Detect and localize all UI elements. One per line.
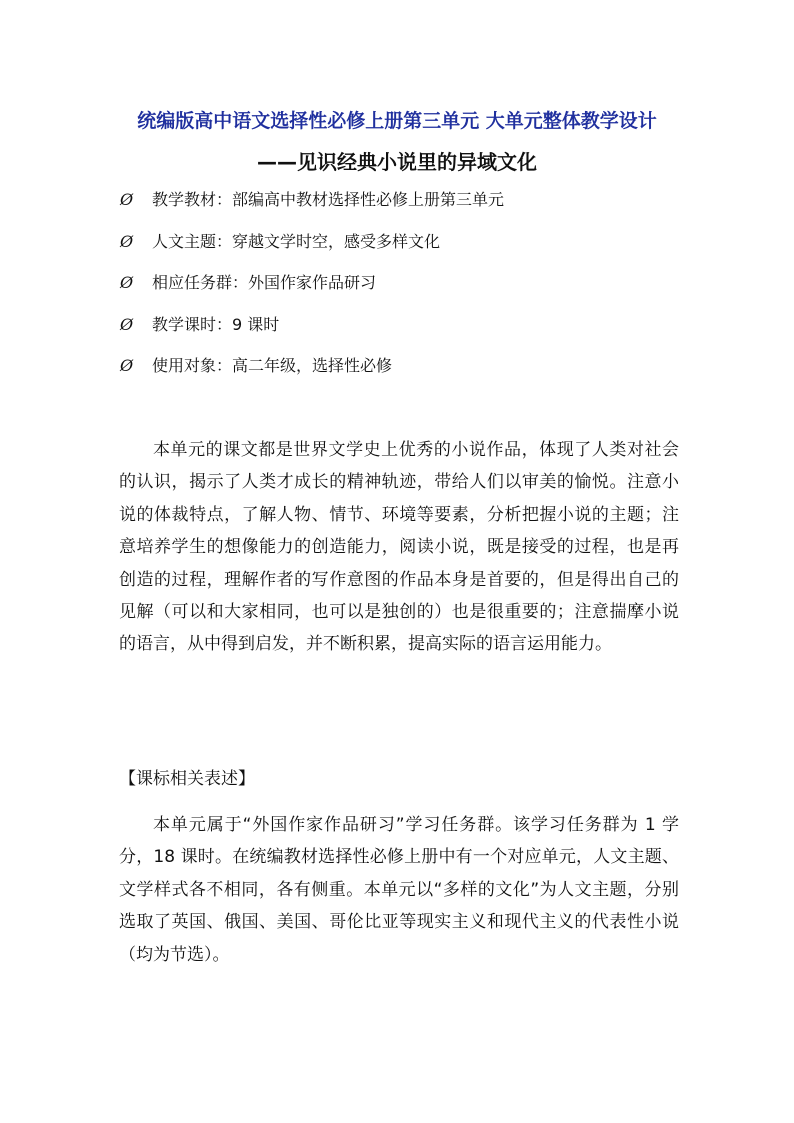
bullet-icon: Ø bbox=[120, 190, 134, 209]
document-title: 统编版高中语文选择性必修上册第三单元 大单元整体教学设计 bbox=[137, 110, 657, 132]
unit-intro-paragraph: 本单元的课文都是世界文学史上优秀的小说作品，体现了人类对社会的认识，揭示了人类才成长的精神轨迹，带给人们以审美的愉悦。注意小说的体裁特点，了解人物、情节、环境等要素，分析把握小说的主题；注意培养学生的想像能力的创造能力，阅读小说，既是接受的过程，也是再创造的过程，理解作者的写作意图的作品本身是首要的，但是得出自己的见解（可以和大家相同，也可以是独创的）也是很重要的；注意揣摩小说的语言，从中得到启发，并不断积累，提高实际的语言运用能力。 bbox=[119, 440, 679, 655]
info-item-text: 使用对象：高二年级，选择性必修 bbox=[152, 356, 393, 375]
info-item-class-hours bbox=[120, 314, 279, 336]
bullet-icon: Ø bbox=[120, 315, 134, 334]
info-item-textbook bbox=[120, 189, 504, 211]
bullet-icon: Ø bbox=[120, 273, 134, 292]
info-item-text: 相应任务群：外国作家作品研习 bbox=[152, 273, 377, 292]
info-item-text: 教学教材：部编高中教材选择性必修上册第三单元 bbox=[152, 190, 505, 209]
info-item-task-group bbox=[120, 272, 376, 294]
info-item-audience bbox=[120, 355, 392, 377]
info-item-text: 人文主题：穿越文学时空，感受多样文化 bbox=[152, 232, 441, 251]
info-item-text: 教学课时：9 课时 bbox=[152, 315, 280, 334]
info-item-theme bbox=[120, 231, 440, 253]
section-heading: 【课标相关表述】 bbox=[119, 769, 255, 789]
document-subtitle: ——见识经典小说里的异域文化 bbox=[257, 150, 537, 174]
bullet-icon: Ø bbox=[120, 232, 134, 251]
bullet-icon: Ø bbox=[120, 356, 134, 375]
curriculum-paragraph: 本单元属于“外国作家作品研习”学习任务群。该学习任务群为 1 学分，18 课时。在统编教材选择性必修上册中有一个对应单元，人文主题、文学样式各不相同，各有侧重。本单元以“多样的文化”为人文主题，分别选取了英国、俄国、美国、哥伦比亚等现实主义和现代主义的代表性小说（均为节选）。 bbox=[119, 815, 679, 965]
